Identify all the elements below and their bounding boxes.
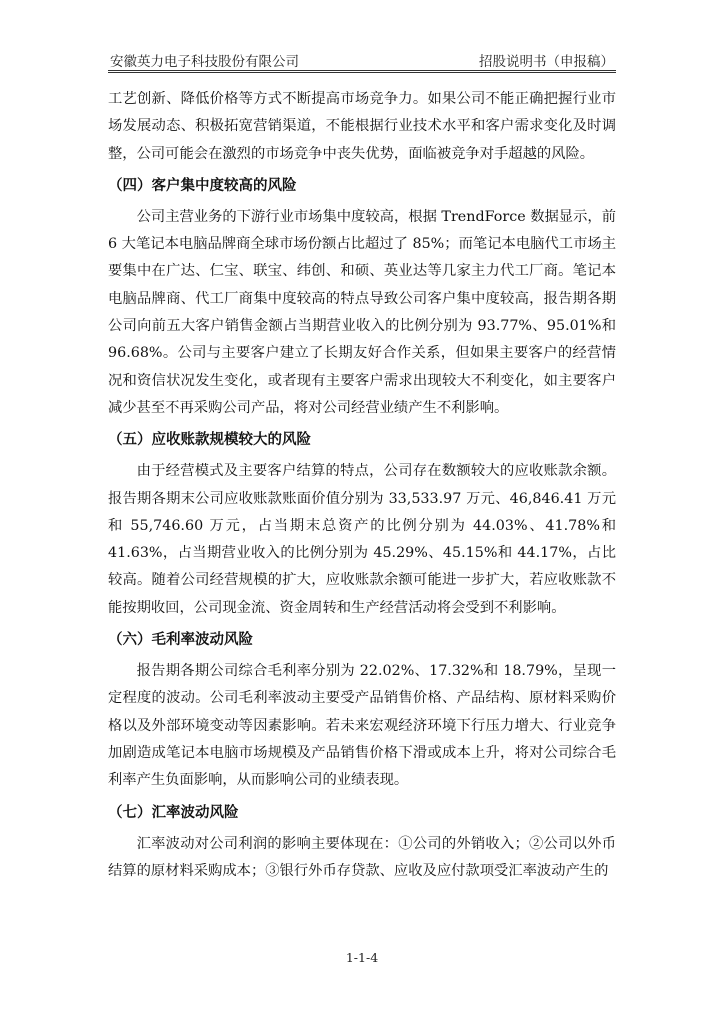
paragraph-customer-concentration: 公司主营业务的下游行业市场集中度较高，根据 TrendForce 数据显示，前 6 大笔记本电脑品牌商全球市场份额占比超过了 85%；而笔记本电脑代工市场主要集中在广达、仁宝、联宝、纬创、和硕、英业达等几家主力代工厂商。笔记本电脑品牌商、代工厂商集中度较高的特点导致公司客户集中度较高，报告期各期公司向前五大客户销售金额占当期营业收入的比例分别为 93.77%、95.01%和 96.68%。公司与主要客户建立了长期友好合作关系，但如果主要客户的经营情况和资信状况发生变化，或者现有主要客户需求出现较大不利变化，如主要客户减少甚至不再采购公司产品，将对公司经营业绩产生不利影响。 xyxy=(108,208,616,416)
paragraph-continued: 工艺创新、降低价格等方式不断提高市场竞争力。如果公司不能正确把握行业市场发展动态、积极拓宽营销渠道，不能根据行业技术水平和客户需求变化及时调整，公司可能会在激烈的市场竞争中丧失优势，面临被竞争对手超越的风险。 xyxy=(108,91,616,162)
document-body xyxy=(108,86,616,885)
page-number: 1-1-4 xyxy=(345,950,379,965)
paragraph-exchange-rate: 汇率波动对公司利润的影响主要体现在：①公司的外销收入；②公司以外币结算的原材料采购成本；③银行外币存贷款、应收及应付款项受汇率波动产生的 xyxy=(108,835,616,879)
document-title: 招股说明书（申报稿） xyxy=(479,54,614,70)
page-header xyxy=(108,46,616,71)
section-heading-gross-margin: （六）毛利率波动风险 xyxy=(108,632,253,649)
section-heading-receivables: （五）应收账款规模较大的风险 xyxy=(108,432,311,449)
section-heading-exchange-rate: （七）汇率波动风险 xyxy=(108,804,239,821)
section-heading-customer-concentration: （四）客户集中度较高的风险 xyxy=(108,177,297,194)
company-name: 安徽英力电子科技股份有限公司 xyxy=(110,54,299,70)
paragraph-receivables: 由于经营模式及主要客户结算的特点，公司存在数额较大的应收账款余额。报告期各期末公司应收账款账面价值分别为 33,533.97 万元、46,846.41 万元和 55,746.60 万元，占当期末总资产的比例分别为 44.03%、41.78%和 41.63%，占当期营业收入的比例分别为 45.29%、45.15%和 44.17%，占比较高。随着公司经营规模的扩大，应收账款余额可能进一步扩大，若应收账款不能按期收回，公司现金流、资金周转和生产经营活动将会受到不利影响。 xyxy=(108,463,616,616)
paragraph-gross-margin: 报告期各期公司综合毛利率分别为 22.02%、17.32%和 18.79%，呈现一定程度的波动。公司毛利率波动主要受产品销售价格、产品结构、原材料采购价格以及外部环境变动等因素影响。若未来宏观经济环境下行压力增大、行业竞争加剧造成笔记本电脑市场规模及产品销售价格下滑或成本上升，将对公司综合毛利率产生负面影响，从而影响公司的业绩表现。 xyxy=(108,663,616,789)
